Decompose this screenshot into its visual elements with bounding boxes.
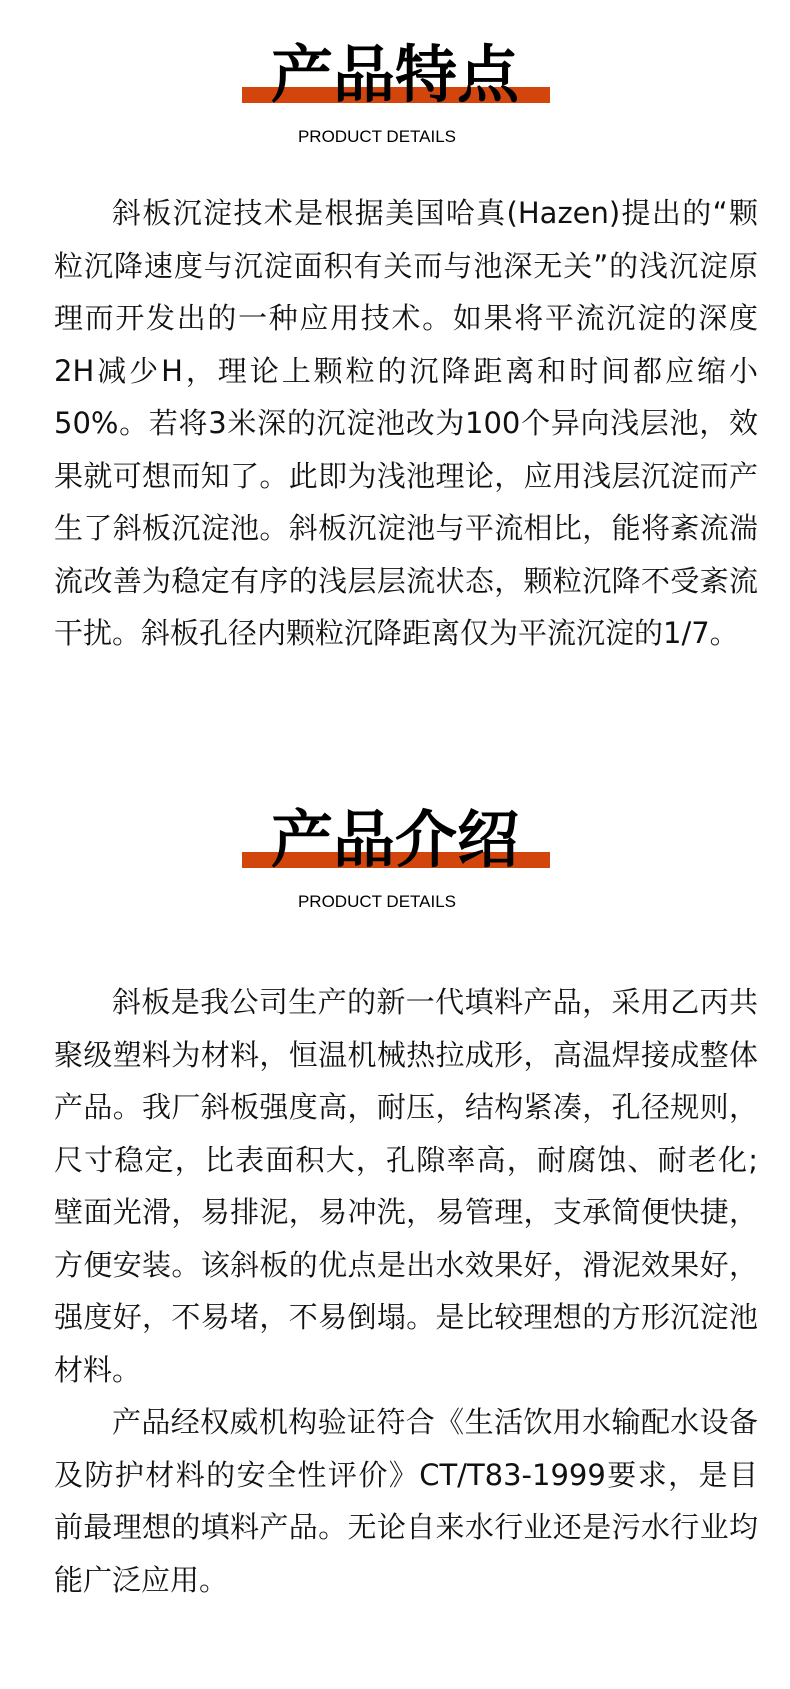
section-subtitle: PRODUCT DETAILS: [297, 892, 457, 911]
paragraph: 斜板沉淀技术是根据美国哈真(Hazen)提出的“颗粒沉降速度与沉淀面积有关而与池深无关”的浅沉淀原理而开发出的一种应用技术。如果将平流沉淀的深度2H减少H，理论上颗粒的沉降距离和时间都应缩小50%。若将3米深的沉淀池改为100个异向浅层池，效果就可想而知了。此即为浅池理论，应用浅层沉淀而产生了斜板沉淀池。斜板沉淀池与平流相比，能将紊流湍流改善为稳定有序的浅层层流状态，颗粒沉降不受紊流干扰。斜板孔径内颗粒沉降距离仅为平流沉淀的1/7。: [54, 196, 758, 650]
paragraph: 斜板是我公司生产的新一代填料产品，采用乙丙共聚级塑料为材料，恒温机械热拉成形，高温焊接成整体产品。我厂斜板强度高，耐压，结构紧凑，孔径规则，尺寸稳定，比表面积大，孔隙率高，耐腐蚀、耐老化;壁面光滑，易排泥，易冲洗，易管理，支承简便快捷，方便安装。该斜板的优点是出水效果好，滑泥效果好，强度好，不易堵，不易倒塌。是比较理想的方形沉淀池材料。: [54, 985, 758, 1387]
section-header-features: [0, 40, 790, 160]
section-subtitle: PRODUCT DETAILS: [297, 127, 457, 146]
paragraph: 产品经权威机构验证符合《生活饮用水输配水设备及防护材料的安全性评价》CT/T83-1999要求，是目前最理想的填料产品。无论自来水行业还是污水行业均能广泛应用。: [54, 1405, 758, 1597]
section-header-introduction: [0, 805, 790, 925]
section-body-introduction: [54, 976, 758, 1606]
section-title: 产品介绍: [270, 803, 519, 876]
section-body-features: [54, 187, 758, 660]
section-title: 产品特点: [270, 38, 519, 111]
